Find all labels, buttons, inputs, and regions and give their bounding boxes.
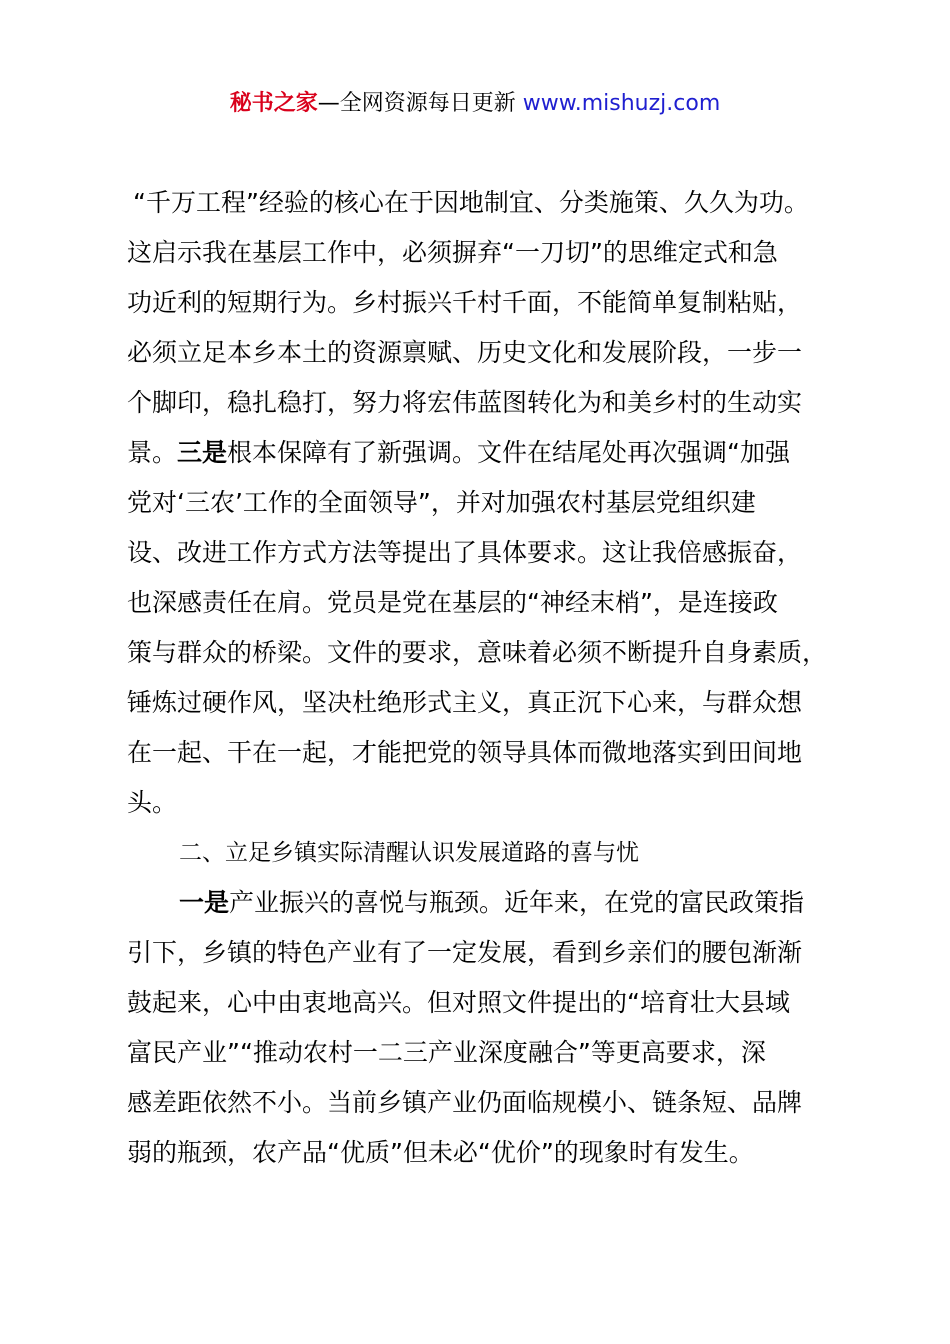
- bold-lead-one: 一是: [179, 888, 230, 917]
- paragraph-line: 锤炼过硬作风，坚决杜绝形式主义，真正沉下心来，与群众想: [127, 688, 803, 717]
- line-start: 景。: [127, 438, 178, 467]
- paragraph-line: 功近利的短期行为。乡村振兴千村千面，不能简单复制粘贴，: [127, 288, 803, 317]
- page-header: [0, 88, 950, 120]
- paragraph-line: “千万工程”经验的核心在于因地制宜、分类施策、久久为功。: [133, 188, 809, 217]
- paragraph-line: 设、改进工作方式方法等提出了具体要求。这让我倍感振奋，: [127, 538, 803, 567]
- bold-lead-three: 三是: [177, 438, 228, 467]
- site-url-link[interactable]: www.mishuzj.com: [522, 91, 721, 116]
- paragraph-line: 弱的瓶颈，农产品“优质”但未必“优价”的现象时有发生。: [127, 1138, 754, 1167]
- header-tagline: —全网资源每日更新: [317, 91, 523, 116]
- paragraph-line: 感差距依然不小。当前乡镇产业仍面临规模小、链条短、品牌: [127, 1088, 803, 1117]
- paragraph-line: 个脚印，稳扎稳打，努力将宏伟蓝图转化为和美乡村的生动实: [127, 388, 803, 417]
- paragraph-line: 也深感责任在肩。党员是党在基层的“神经末梢”，是连接政: [127, 588, 778, 617]
- paragraph-line: 策与群众的桥梁。文件的要求，意味着必须不断提升自身素质，: [127, 638, 828, 667]
- paragraph-line: [127, 878, 837, 928]
- paragraph-line: 党对‘三农’工作的全面领导”，并对加强农村基层党组织建: [127, 488, 756, 517]
- paragraph-line: 引下，乡镇的特色产业有了一定发展，看到乡亲们的腰包渐渐: [127, 938, 803, 967]
- brand-name: 秘书之家: [229, 91, 318, 116]
- paragraph-line: 在一起、干在一起，才能把党的领导具体而微地落实到田间地: [127, 738, 803, 767]
- paragraph-line: 鼓起来，心中由衷地高兴。但对照文件提出的“培育壮大县域: [127, 988, 790, 1017]
- line-rest: 产业振兴的喜悦与瓶颈。近年来，在党的富民政策指: [229, 888, 805, 917]
- paragraph-line: 头。: [127, 788, 178, 817]
- document-body: [127, 178, 837, 1178]
- paragraph-line: 富民产业”“推动农村一二三产业深度融合”等更高要求，深: [127, 1038, 766, 1067]
- paragraph-line: 必须立足本乡本土的资源禀赋、历史文化和发展阶段，一步一: [127, 338, 803, 367]
- paragraph-line: 这启示我在基层工作中，必须摒弃“一刀切”的思维定式和急: [127, 238, 778, 267]
- line-rest: 根本保障有了新强调。文件在结尾处再次强调“加强: [227, 438, 790, 467]
- paragraph-line: [127, 428, 837, 478]
- section-heading: 二、立足乡镇实际清醒认识发展道路的喜与忧: [179, 840, 639, 866]
